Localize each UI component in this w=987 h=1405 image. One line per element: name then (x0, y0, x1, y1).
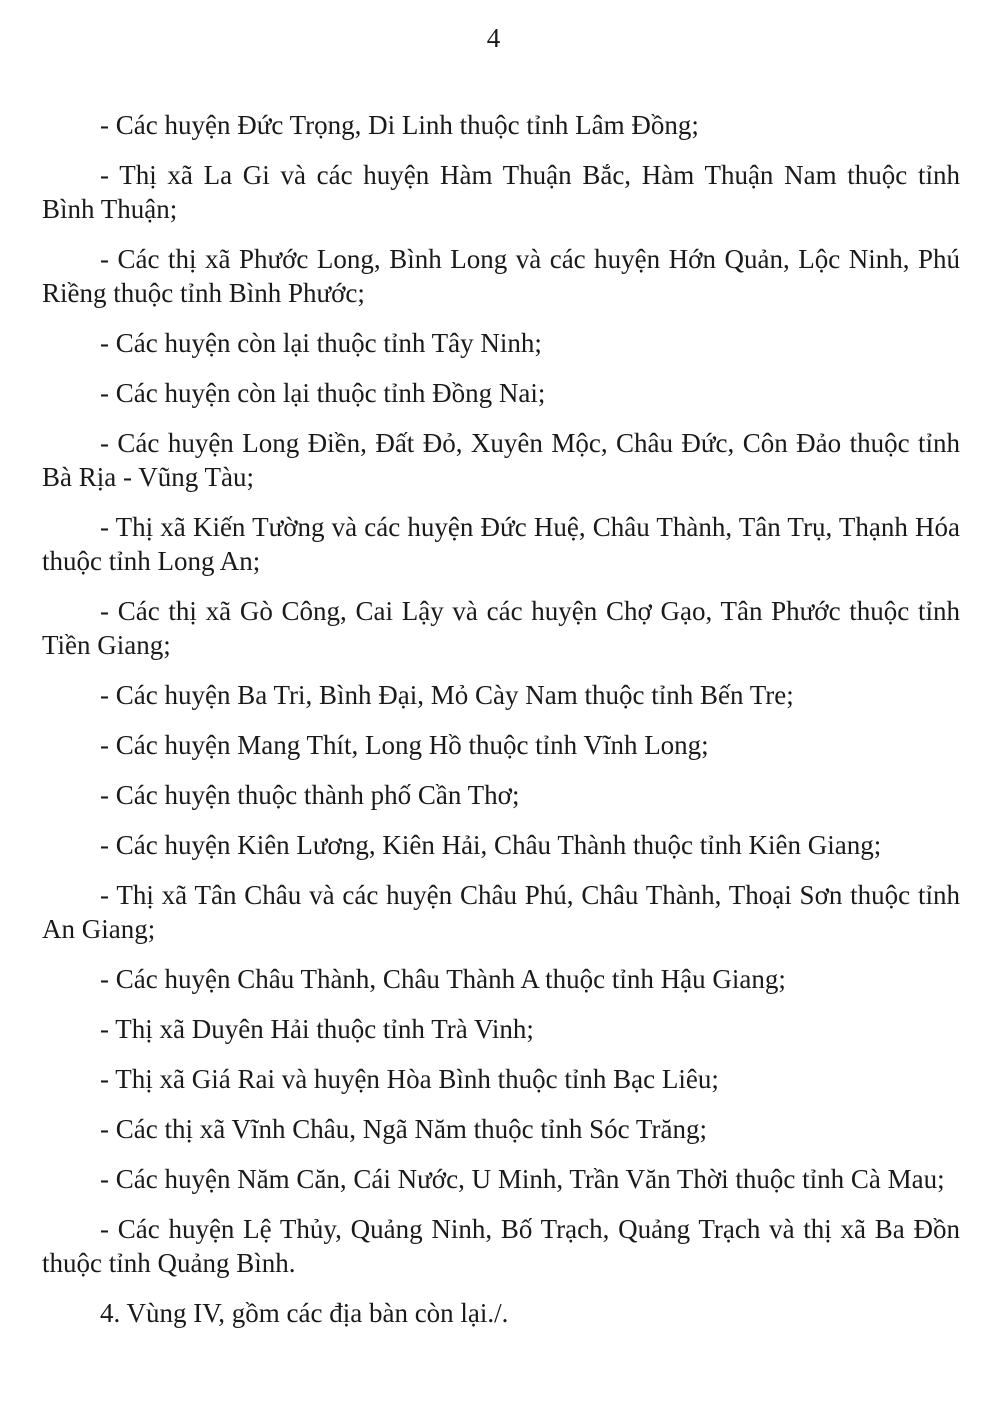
list-item-vinh-long: - Các huyện Mang Thít, Long Hồ thuộc tỉnh Vĩnh Long; (100, 730, 709, 760)
document-body (42, 108, 960, 1346)
list-item-hau-giang: - Các huyện Châu Thành, Châu Thành A thuộc tỉnh Hậu Giang; (100, 964, 786, 994)
list-item-ba-ria-vung-tau: - Các huyện Long Điền, Đất Đỏ, Xuyên Mộc, Châu Đức, Côn Đảo thuộc tỉnh Bà Rịa - Vũng Tàu; (42, 428, 960, 492)
list-item-binh-thuan: - Thị xã La Gi và các huyện Hàm Thuận Bắc, Hàm Thuận Nam thuộc tỉnh Bình Thuận; (42, 160, 960, 224)
list-item-ca-mau: - Các huyện Năm Căn, Cái Nước, U Minh, Trần Văn Thời thuộc tỉnh Cà Mau; (100, 1164, 945, 1194)
list-item-dong-nai: - Các huyện còn lại thuộc tỉnh Đồng Nai; (100, 378, 546, 408)
list-item-tien-giang: - Các thị xã Gò Công, Cai Lậy và các huyện Chợ Gạo, Tân Phước thuộc tỉnh Tiền Giang; (42, 596, 960, 660)
list-item-an-giang: - Thị xã Tân Châu và các huyện Châu Phú, Châu Thành, Thoại Sơn thuộc tỉnh An Giang; (42, 880, 960, 944)
list-item-tra-vinh: - Thị xã Duyên Hải thuộc tỉnh Trà Vinh; (100, 1014, 534, 1044)
section-vung-iv: 4. Vùng IV, gồm các địa bàn còn lại./. (100, 1298, 509, 1328)
list-item-long-an: - Thị xã Kiến Tường và các huyện Đức Huệ, Châu Thành, Tân Trụ, Thạnh Hóa thuộc tỉnh Long An; (42, 512, 960, 576)
list-item-binh-phuoc: - Các thị xã Phước Long, Bình Long và các huyện Hớn Quản, Lộc Ninh, Phú Riềng thuộc tỉnh Bình Phước; (42, 244, 960, 308)
list-item-tay-ninh: - Các huyện còn lại thuộc tỉnh Tây Ninh; (100, 328, 542, 358)
list-item-can-tho: - Các huyện thuộc thành phố Cần Thơ; (100, 780, 520, 810)
list-item-ben-tre: - Các huyện Ba Tri, Bình Đại, Mỏ Cày Nam thuộc tỉnh Bến Tre; (100, 680, 794, 710)
list-item-soc-trang: - Các thị xã Vĩnh Châu, Ngã Năm thuộc tỉnh Sóc Trăng; (100, 1114, 707, 1144)
list-item-quang-binh: - Các huyện Lệ Thủy, Quảng Ninh, Bố Trạch, Quảng Trạch và thị xã Ba Đồn thuộc tỉnh Quảng Bình. (42, 1214, 960, 1278)
list-item-bac-lieu: - Thị xã Giá Rai và huyện Hòa Bình thuộc tỉnh Bạc Liêu; (100, 1064, 719, 1094)
list-item-kien-giang: - Các huyện Kiên Lương, Kiên Hải, Châu Thành thuộc tỉnh Kiên Giang; (100, 830, 882, 860)
page-number: 4 (486, 23, 501, 53)
list-item-lam-dong: - Các huyện Đức Trọng, Di Linh thuộc tỉnh Lâm Đồng; (100, 110, 699, 140)
